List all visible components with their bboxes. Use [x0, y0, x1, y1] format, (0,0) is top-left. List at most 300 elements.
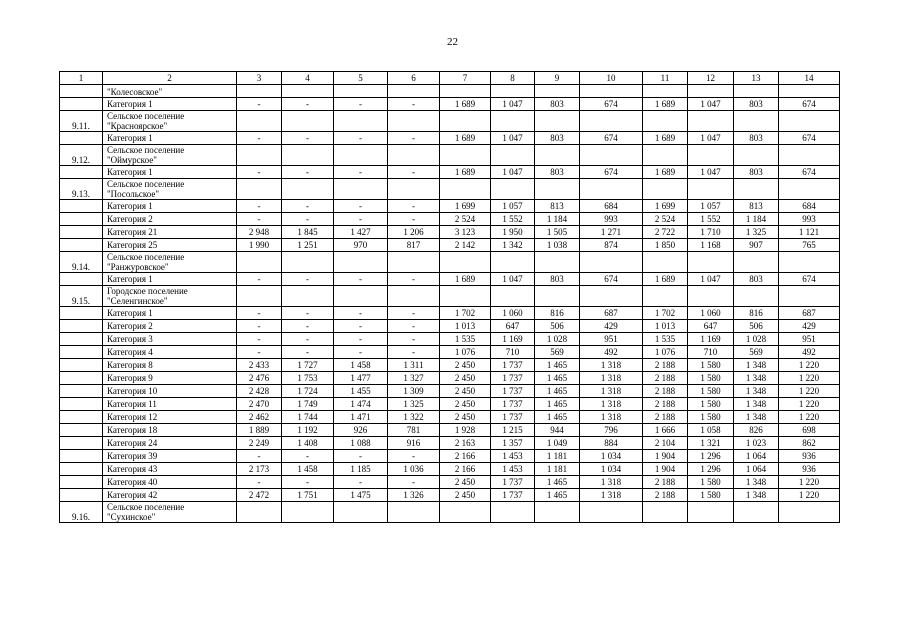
- row-number-cell: [60, 200, 103, 213]
- row-number-cell: [60, 398, 103, 411]
- value-cell: 944: [535, 424, 580, 437]
- table-row: [60, 200, 840, 213]
- value-cell: 2 173: [237, 463, 282, 476]
- value-cell: 817: [388, 239, 440, 252]
- value-cell: -: [334, 98, 388, 111]
- empty-cell: [334, 179, 388, 200]
- empty-cell: [779, 252, 840, 273]
- value-cell: 1 322: [388, 411, 440, 424]
- value-cell: 1 057: [491, 200, 535, 213]
- value-cell: -: [282, 346, 334, 359]
- empty-cell: [440, 145, 491, 166]
- value-cell: 674: [779, 273, 840, 286]
- value-cell: 993: [779, 213, 840, 226]
- value-cell: 1 689: [643, 166, 688, 179]
- value-cell: -: [334, 200, 388, 213]
- empty-cell: [237, 85, 282, 98]
- value-cell: 1 474: [334, 398, 388, 411]
- value-cell: 492: [580, 346, 643, 359]
- value-cell: 1 471: [334, 411, 388, 424]
- column-header: 5: [334, 72, 388, 85]
- value-cell: -: [334, 450, 388, 463]
- empty-cell: [779, 111, 840, 132]
- empty-cell: [237, 111, 282, 132]
- empty-cell: [734, 252, 779, 273]
- value-cell: 1 724: [282, 385, 334, 398]
- empty-cell: [779, 145, 840, 166]
- value-cell: 1 220: [779, 385, 840, 398]
- column-header: 14: [779, 72, 840, 85]
- value-cell: 1 990: [237, 239, 282, 252]
- value-cell: 1 296: [688, 450, 734, 463]
- table-row: [60, 398, 840, 411]
- empty-cell: [580, 85, 643, 98]
- value-cell: 907: [734, 239, 779, 252]
- empty-cell: [580, 145, 643, 166]
- value-cell: 1 342: [491, 239, 535, 252]
- section-title: [103, 111, 237, 132]
- empty-cell: [388, 502, 440, 523]
- empty-cell: [491, 145, 535, 166]
- value-cell: 1 047: [491, 273, 535, 286]
- value-cell: 1 453: [491, 463, 535, 476]
- row-number-cell: [60, 489, 103, 502]
- value-cell: -: [282, 200, 334, 213]
- value-cell: 674: [580, 132, 643, 145]
- empty-cell: [282, 85, 334, 98]
- value-cell: 874: [580, 239, 643, 252]
- row-number-cell: [60, 476, 103, 489]
- value-cell: 1 318: [580, 411, 643, 424]
- value-cell: 803: [734, 98, 779, 111]
- value-cell: 1 057: [688, 200, 734, 213]
- category-label: Категория 43: [103, 463, 237, 476]
- empty-cell: [388, 286, 440, 307]
- empty-cell: [643, 111, 688, 132]
- value-cell: 816: [734, 307, 779, 320]
- table-row: [60, 385, 840, 398]
- value-cell: 710: [688, 346, 734, 359]
- section-title: [103, 252, 237, 273]
- value-cell: 1 181: [535, 450, 580, 463]
- row-number-cell: [60, 273, 103, 286]
- value-cell: 1 552: [491, 213, 535, 226]
- value-cell: 492: [779, 346, 840, 359]
- table-row: [60, 372, 840, 385]
- value-cell: 1 192: [282, 424, 334, 437]
- table-row: [60, 476, 840, 489]
- value-cell: 1 699: [643, 200, 688, 213]
- value-cell: -: [282, 132, 334, 145]
- value-cell: 1 465: [535, 372, 580, 385]
- value-cell: 1 475: [334, 489, 388, 502]
- empty-cell: [643, 286, 688, 307]
- column-header: 13: [734, 72, 779, 85]
- value-cell: 1 318: [580, 398, 643, 411]
- value-cell: 2 472: [237, 489, 282, 502]
- category-label: Категория 21: [103, 226, 237, 239]
- value-cell: 2 163: [440, 437, 491, 450]
- row-number-cell: [60, 98, 103, 111]
- section-title: [103, 85, 237, 98]
- value-cell: 1 348: [734, 359, 779, 372]
- value-cell: 1 028: [734, 333, 779, 346]
- empty-cell: [688, 252, 734, 273]
- value-cell: 1 348: [734, 398, 779, 411]
- empty-cell: [491, 85, 535, 98]
- section-title: [103, 179, 237, 200]
- value-cell: 1 505: [535, 226, 580, 239]
- value-cell: 1 453: [491, 450, 535, 463]
- category-label: Категория 24: [103, 437, 237, 450]
- value-cell: 1 220: [779, 411, 840, 424]
- value-cell: 2 476: [237, 372, 282, 385]
- value-cell: 1 325: [734, 226, 779, 239]
- value-cell: 674: [779, 132, 840, 145]
- empty-cell: [282, 111, 334, 132]
- table-row: [60, 437, 840, 450]
- value-cell: 1 465: [535, 398, 580, 411]
- empty-cell: [491, 286, 535, 307]
- value-cell: 2 948: [237, 226, 282, 239]
- value-cell: 1 088: [334, 437, 388, 450]
- value-cell: 1 744: [282, 411, 334, 424]
- empty-cell: [440, 252, 491, 273]
- value-cell: 506: [535, 320, 580, 333]
- value-cell: 674: [580, 166, 643, 179]
- empty-cell: [535, 145, 580, 166]
- value-cell: 1 064: [734, 450, 779, 463]
- value-cell: 1 034: [580, 450, 643, 463]
- value-cell: 803: [535, 166, 580, 179]
- value-cell: 1 348: [734, 411, 779, 424]
- empty-cell: [440, 179, 491, 200]
- value-cell: 803: [535, 273, 580, 286]
- value-cell: 803: [734, 166, 779, 179]
- value-cell: 1 458: [282, 463, 334, 476]
- value-cell: 1 318: [580, 489, 643, 502]
- section-title-line: "Красноярское": [107, 121, 168, 131]
- empty-cell: [237, 145, 282, 166]
- value-cell: 429: [580, 320, 643, 333]
- empty-cell: [734, 502, 779, 523]
- value-cell: -: [334, 346, 388, 359]
- table-row: [60, 450, 840, 463]
- category-label: Категория 25: [103, 239, 237, 252]
- empty-cell: [535, 286, 580, 307]
- value-cell: 1 580: [688, 372, 734, 385]
- empty-cell: [388, 85, 440, 98]
- empty-cell: [388, 145, 440, 166]
- value-cell: -: [282, 213, 334, 226]
- value-cell: 647: [688, 320, 734, 333]
- value-cell: -: [237, 132, 282, 145]
- table-row: [60, 346, 840, 359]
- value-cell: 2 450: [440, 398, 491, 411]
- value-cell: 1 904: [643, 463, 688, 476]
- value-cell: -: [282, 166, 334, 179]
- value-cell: 1 535: [440, 333, 491, 346]
- value-cell: -: [282, 307, 334, 320]
- value-cell: 687: [779, 307, 840, 320]
- value-cell: 970: [334, 239, 388, 252]
- value-cell: -: [282, 273, 334, 286]
- value-cell: 803: [535, 98, 580, 111]
- table-row: [60, 424, 840, 437]
- column-header: 11: [643, 72, 688, 85]
- table-row: [60, 273, 840, 286]
- value-cell: 1 737: [491, 476, 535, 489]
- value-cell: 1 318: [580, 476, 643, 489]
- category-label: Категория 10: [103, 385, 237, 398]
- column-header: 3: [237, 72, 282, 85]
- value-cell: -: [237, 166, 282, 179]
- empty-cell: [643, 502, 688, 523]
- value-cell: 569: [535, 346, 580, 359]
- empty-cell: [734, 85, 779, 98]
- category-label: Категория 3: [103, 333, 237, 346]
- value-cell: 1 036: [388, 463, 440, 476]
- empty-cell: [643, 85, 688, 98]
- value-cell: -: [334, 333, 388, 346]
- value-cell: 1 348: [734, 476, 779, 489]
- value-cell: 1 325: [388, 398, 440, 411]
- value-cell: -: [237, 307, 282, 320]
- value-cell: 1 181: [535, 463, 580, 476]
- value-cell: -: [388, 346, 440, 359]
- value-cell: 1 327: [388, 372, 440, 385]
- value-cell: 1 076: [643, 346, 688, 359]
- value-cell: 429: [779, 320, 840, 333]
- section-number: 9.15.: [60, 286, 103, 307]
- value-cell: 2 450: [440, 372, 491, 385]
- value-cell: 2 188: [643, 398, 688, 411]
- category-label: Категория 1: [103, 98, 237, 111]
- value-cell: -: [237, 333, 282, 346]
- value-cell: 1 465: [535, 359, 580, 372]
- empty-cell: [643, 179, 688, 200]
- value-cell: -: [237, 273, 282, 286]
- value-cell: 2 450: [440, 476, 491, 489]
- empty-cell: [580, 252, 643, 273]
- section-number: 9.16.: [60, 502, 103, 523]
- value-cell: 803: [734, 132, 779, 145]
- column-header: 8: [491, 72, 535, 85]
- empty-cell: [643, 145, 688, 166]
- value-cell: 1 699: [440, 200, 491, 213]
- value-cell: 826: [734, 424, 779, 437]
- row-number-cell: [60, 239, 103, 252]
- value-cell: 1 049: [535, 437, 580, 450]
- section-title-line: "Ранжуровское": [107, 262, 169, 272]
- table-row: [60, 307, 840, 320]
- empty-cell: [535, 179, 580, 200]
- row-number-cell: [60, 213, 103, 226]
- value-cell: 1 552: [688, 213, 734, 226]
- value-cell: -: [334, 307, 388, 320]
- row-number-cell: [60, 372, 103, 385]
- row-number-cell: [60, 333, 103, 346]
- tariff-table: [59, 71, 840, 523]
- value-cell: 1 215: [491, 424, 535, 437]
- column-header: 12: [688, 72, 734, 85]
- value-cell: 2 188: [643, 411, 688, 424]
- value-cell: -: [388, 333, 440, 346]
- empty-cell: [734, 179, 779, 200]
- section-row: [60, 252, 840, 273]
- empty-cell: [334, 111, 388, 132]
- value-cell: 862: [779, 437, 840, 450]
- section-title: [103, 502, 237, 523]
- value-cell: 1 904: [643, 450, 688, 463]
- category-label: Категория 42: [103, 489, 237, 502]
- value-cell: 1 702: [643, 307, 688, 320]
- value-cell: 1 064: [734, 463, 779, 476]
- value-cell: 1 121: [779, 226, 840, 239]
- table-row: [60, 239, 840, 252]
- value-cell: 1 047: [491, 166, 535, 179]
- row-number-cell: [60, 166, 103, 179]
- empty-cell: [580, 502, 643, 523]
- category-label: Категория 1: [103, 132, 237, 145]
- value-cell: 1 689: [440, 98, 491, 111]
- section-title-line: Сельское поселение: [107, 145, 185, 155]
- value-cell: 1 047: [688, 132, 734, 145]
- value-cell: 2 104: [643, 437, 688, 450]
- value-cell: 1 251: [282, 239, 334, 252]
- section-title-line: "Колесовское": [107, 87, 163, 97]
- row-number-cell: [60, 346, 103, 359]
- empty-cell: [491, 179, 535, 200]
- value-cell: 1 580: [688, 476, 734, 489]
- value-cell: 796: [580, 424, 643, 437]
- value-cell: -: [388, 476, 440, 489]
- category-label: Категория 1: [103, 166, 237, 179]
- value-cell: 1 535: [643, 333, 688, 346]
- section-title-line: "Оймурское": [107, 155, 157, 165]
- value-cell: 1 047: [688, 273, 734, 286]
- empty-cell: [688, 179, 734, 200]
- value-cell: 803: [734, 273, 779, 286]
- section-title-line: "Сухинское": [107, 512, 156, 522]
- empty-cell: [779, 286, 840, 307]
- value-cell: 1 580: [688, 489, 734, 502]
- empty-cell: [237, 252, 282, 273]
- section-title-line: Сельское поселение: [107, 179, 185, 189]
- section-number: 9.11.: [60, 111, 103, 132]
- empty-cell: [580, 179, 643, 200]
- value-cell: -: [334, 273, 388, 286]
- empty-cell: [440, 85, 491, 98]
- value-cell: 1 047: [688, 166, 734, 179]
- section-number: 9.13.: [60, 179, 103, 200]
- value-cell: -: [334, 166, 388, 179]
- value-cell: -: [388, 132, 440, 145]
- empty-cell: [334, 85, 388, 98]
- value-cell: 1 689: [643, 98, 688, 111]
- value-cell: -: [388, 320, 440, 333]
- category-label: Категория 39: [103, 450, 237, 463]
- empty-cell: [334, 252, 388, 273]
- page-number: 22: [447, 36, 458, 48]
- section-number: 9.14.: [60, 252, 103, 273]
- value-cell: 1 737: [491, 411, 535, 424]
- value-cell: 3 123: [440, 226, 491, 239]
- value-cell: 1 737: [491, 385, 535, 398]
- value-cell: 2 188: [643, 489, 688, 502]
- value-cell: 1 427: [334, 226, 388, 239]
- value-cell: 2 450: [440, 359, 491, 372]
- empty-cell: [643, 252, 688, 273]
- value-cell: 1 737: [491, 489, 535, 502]
- value-cell: 803: [535, 132, 580, 145]
- value-cell: 1 751: [282, 489, 334, 502]
- category-label: Категория 8: [103, 359, 237, 372]
- row-number-cell: [60, 359, 103, 372]
- value-cell: 884: [580, 437, 643, 450]
- value-cell: 951: [779, 333, 840, 346]
- value-cell: -: [388, 200, 440, 213]
- value-cell: 1 184: [535, 213, 580, 226]
- value-cell: 2 470: [237, 398, 282, 411]
- section-row: [60, 111, 840, 132]
- value-cell: 1 047: [688, 98, 734, 111]
- value-cell: 1 465: [535, 385, 580, 398]
- category-label: Категория 11: [103, 398, 237, 411]
- row-number-cell: [60, 320, 103, 333]
- value-cell: 1 465: [535, 411, 580, 424]
- value-cell: 1 318: [580, 359, 643, 372]
- empty-cell: [491, 252, 535, 273]
- value-cell: 684: [580, 200, 643, 213]
- value-cell: 1 296: [688, 463, 734, 476]
- value-cell: -: [334, 320, 388, 333]
- value-cell: 569: [734, 346, 779, 359]
- section-row: [60, 145, 840, 166]
- value-cell: 1 047: [491, 98, 535, 111]
- value-cell: 1 047: [491, 132, 535, 145]
- value-cell: 2 462: [237, 411, 282, 424]
- empty-cell: [282, 502, 334, 523]
- value-cell: -: [237, 320, 282, 333]
- value-cell: -: [237, 346, 282, 359]
- value-cell: 2 249: [237, 437, 282, 450]
- table-row: [60, 98, 840, 111]
- value-cell: -: [237, 213, 282, 226]
- empty-cell: [688, 145, 734, 166]
- value-cell: 1 013: [643, 320, 688, 333]
- category-label: Категория 1: [103, 307, 237, 320]
- value-cell: 1 737: [491, 372, 535, 385]
- empty-cell: [535, 252, 580, 273]
- value-cell: 1 928: [440, 424, 491, 437]
- empty-cell: [535, 111, 580, 132]
- value-cell: 2 450: [440, 489, 491, 502]
- value-cell: 687: [580, 307, 643, 320]
- value-cell: 1 727: [282, 359, 334, 372]
- column-header: 10: [580, 72, 643, 85]
- value-cell: 1 318: [580, 385, 643, 398]
- value-cell: 1 220: [779, 398, 840, 411]
- value-cell: 2 188: [643, 359, 688, 372]
- section-row: [60, 286, 840, 307]
- empty-cell: [688, 502, 734, 523]
- value-cell: -: [282, 98, 334, 111]
- value-cell: 1 710: [688, 226, 734, 239]
- value-cell: 1 023: [734, 437, 779, 450]
- value-cell: 1 318: [580, 372, 643, 385]
- value-cell: 1 689: [643, 273, 688, 286]
